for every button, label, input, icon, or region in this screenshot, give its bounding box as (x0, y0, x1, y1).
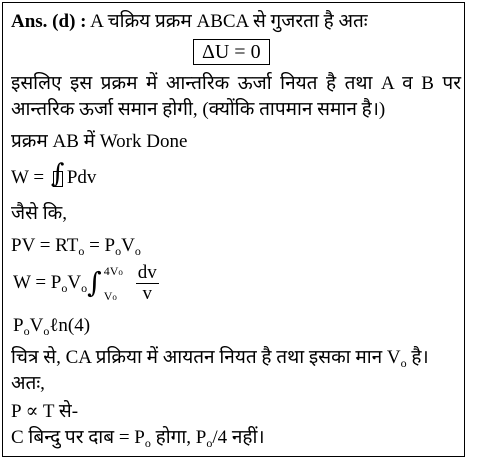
answer-heading-line (11, 11, 368, 33)
answer-heading-text: A चक्रिय प्रक्रम ABCA से गुजरता है अतः (86, 11, 368, 32)
work-rhs: Pdv (66, 167, 97, 188)
final-line (11, 427, 265, 454)
pv-equation (11, 235, 141, 262)
fraction-denominator: v (142, 283, 152, 305)
answer-box (2, 2, 465, 457)
fraction (136, 263, 159, 304)
chitra-end: है। (406, 347, 429, 368)
ln-sub-2: o (43, 324, 50, 338)
final-b: होगा, P (150, 427, 207, 448)
chitra-text: चित्र से, CA प्रक्रिया में आयतन नियत है तथा इसका मान V (11, 347, 401, 368)
pv-sub-1: o (78, 244, 85, 258)
ln-sub-1: o (23, 324, 30, 338)
final-sub-2: o (206, 436, 213, 450)
lower-limit-sub: o (112, 291, 117, 302)
pv-part-1: PV = RT (11, 235, 79, 256)
ln-p: P (13, 315, 24, 336)
int-lhs: W = P (13, 272, 62, 293)
chitra-sub: o (400, 356, 407, 370)
int-sub-1: o (61, 281, 68, 295)
answer-label: Ans. (d) : (11, 11, 87, 32)
integral-limits (104, 264, 130, 304)
closed-integral-icon: ∫ (50, 159, 65, 189)
boxed-equation-line (193, 39, 270, 65)
proportional-line: P ∝ T से- (11, 401, 79, 422)
work-lhs: W = (11, 167, 45, 188)
paragraph-line-2: आन्तरिक ऊर्जा समान होगी, (क्योंकि तापमान समान है।) (11, 99, 386, 120)
pv-part-2: = P (84, 235, 116, 256)
int-v: V (67, 272, 82, 293)
upper-limit-sub: o (118, 266, 123, 277)
boxed-equation: ΔU = 0 (193, 39, 270, 65)
process-ab-line: प्रक्रम AB में Work Done (11, 131, 188, 152)
lower-limit: V (103, 288, 113, 303)
final-sub-1: o (144, 436, 151, 450)
final-c: /4 नहीं। (212, 427, 265, 448)
final-a: C बिन्दु पर दाब = P (11, 427, 145, 448)
paragraph-line-1: इसलिए इस प्रक्रम में आन्तरिक ऊर्जा नियत है तथा A व B पर (11, 73, 461, 94)
integral-equation (13, 261, 159, 310)
integral-icon: ∫ (87, 266, 102, 299)
ln-v: V (29, 315, 44, 336)
pv-sub-2: o (115, 244, 122, 258)
upper-limit: 4V (103, 263, 119, 278)
atah-line: अतः, (11, 373, 45, 394)
pv-part-3: V (121, 235, 135, 256)
fraction-numerator: dv (137, 262, 157, 284)
int-sub-2: o (81, 281, 88, 295)
jaise-ki-line: जैसे कि, (11, 203, 67, 224)
work-equation (11, 159, 97, 189)
pv-sub-3: o (134, 244, 141, 258)
chitra-line (11, 347, 429, 374)
ln-result (13, 315, 90, 342)
ln-term: ℓn(4) (49, 315, 91, 336)
